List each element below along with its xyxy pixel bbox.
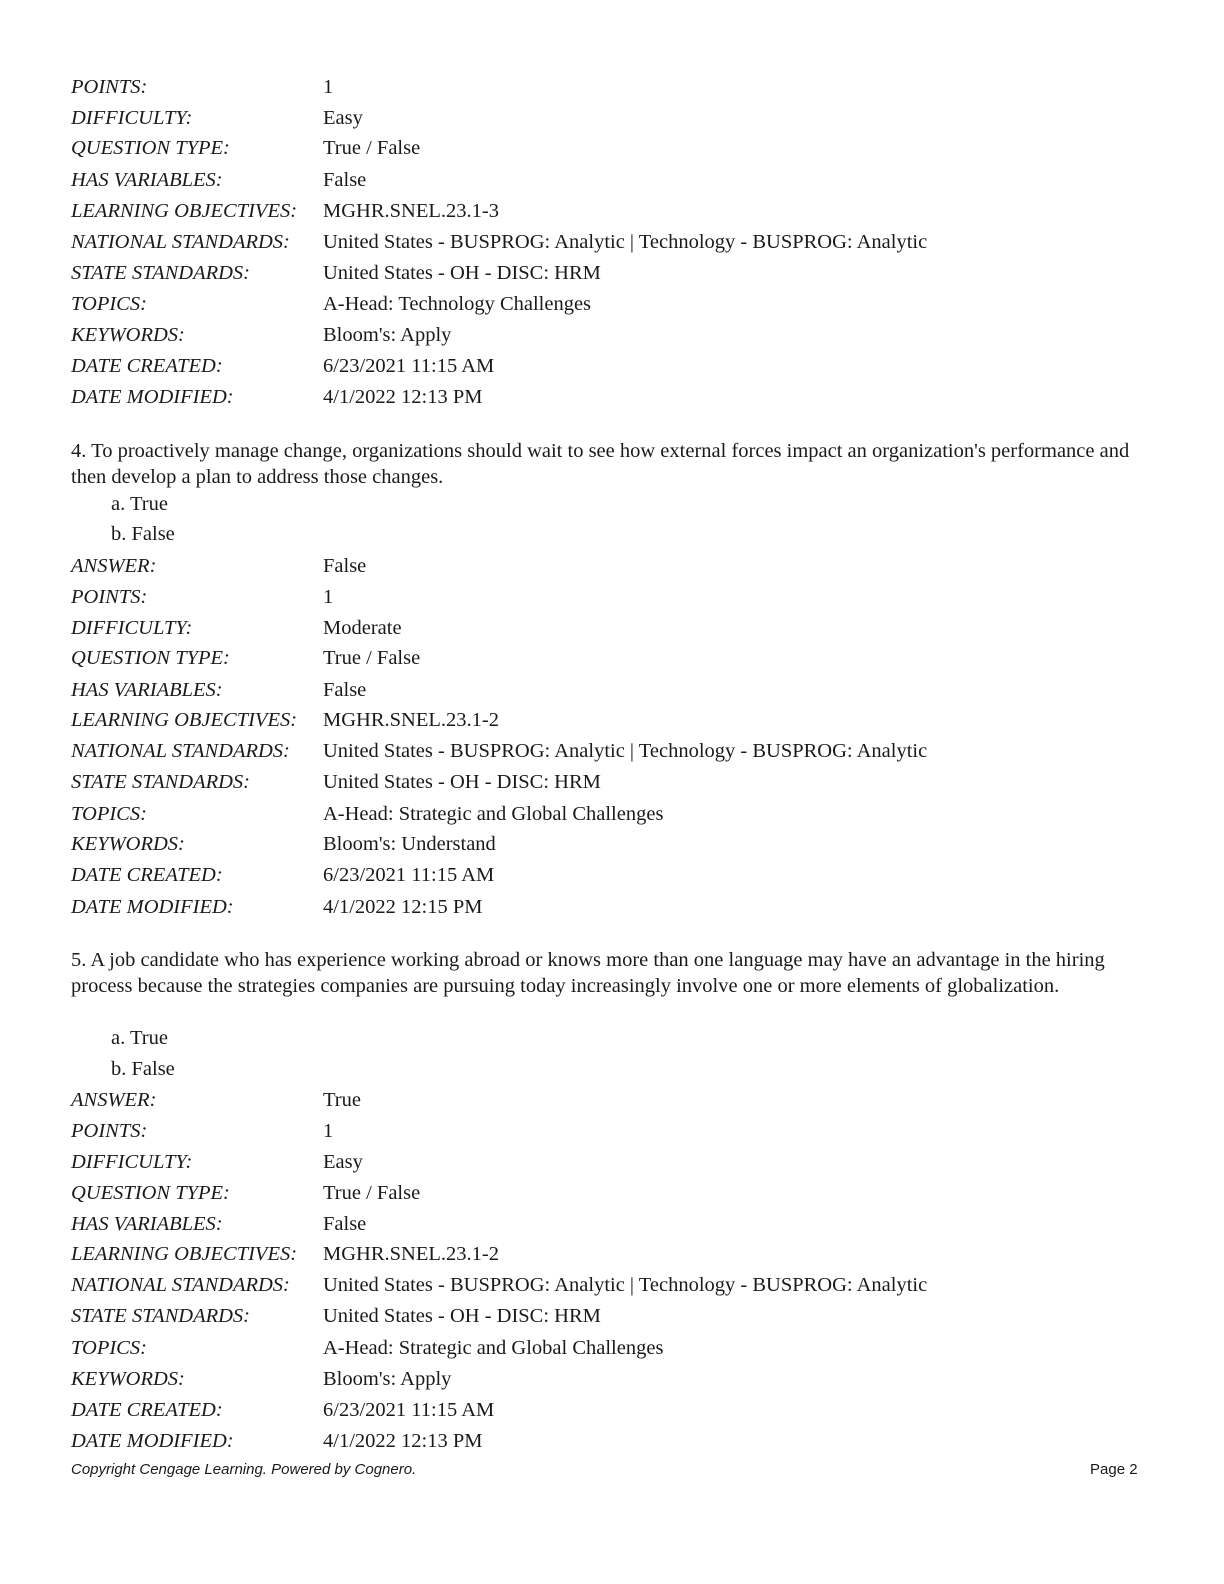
- meta-value: United States - BUSPROG: Analytic | Technology - BUSPROG: Analytic: [323, 740, 928, 762]
- meta-value: 6/23/2021 11:15 AM: [323, 864, 495, 886]
- meta-label: DATE CREATED:: [71, 1399, 223, 1421]
- meta-value: Bloom's: Understand: [323, 833, 496, 855]
- meta-label: POINTS:: [71, 1120, 148, 1142]
- meta-label: LEARNING OBJECTIVES:: [71, 1243, 298, 1265]
- meta-value: True: [323, 1089, 361, 1111]
- answer-option-b: b. False: [111, 523, 175, 545]
- meta-value: 1: [323, 1120, 334, 1142]
- meta-value: United States - BUSPROG: Analytic | Technology - BUSPROG: Analytic: [323, 231, 928, 253]
- meta-label: LEARNING OBJECTIVES:: [71, 709, 298, 731]
- meta-value: MGHR.SNEL.23.1-3: [323, 200, 499, 222]
- meta-label: HAS VARIABLES:: [71, 169, 223, 191]
- meta-label: QUESTION TYPE:: [71, 647, 230, 669]
- meta-value: True / False: [323, 137, 421, 159]
- meta-label: ANSWER:: [71, 1089, 157, 1111]
- meta-label: NATIONAL STANDARDS:: [71, 1274, 290, 1296]
- meta-label: STATE STANDARDS:: [71, 262, 250, 284]
- meta-label: DATE MODIFIED:: [71, 896, 234, 918]
- meta-label: KEYWORDS:: [71, 324, 185, 346]
- meta-value: MGHR.SNEL.23.1-2: [323, 1243, 499, 1265]
- meta-value: 4/1/2022 12:15 PM: [323, 896, 483, 918]
- question-text: 4. To proactively manage change, organizations should wait to see how external forces impact an organization's performance and then develop a plan to address those changes.: [71, 440, 1130, 488]
- meta-label: DIFFICULTY:: [71, 1151, 193, 1173]
- meta-label: POINTS:: [71, 586, 148, 608]
- meta-value: Easy: [323, 1151, 363, 1173]
- meta-value: False: [323, 555, 367, 577]
- meta-value: MGHR.SNEL.23.1-2: [323, 709, 499, 731]
- meta-value: United States - OH - DISC: HRM: [323, 1305, 601, 1327]
- answer-option-a: a. True: [111, 1027, 168, 1049]
- meta-value: Easy: [323, 107, 363, 129]
- meta-value: True / False: [323, 647, 421, 669]
- meta-label: DATE CREATED:: [71, 864, 223, 886]
- meta-label: POINTS:: [71, 76, 148, 98]
- meta-value: False: [323, 1213, 367, 1235]
- meta-value: A-Head: Technology Challenges: [323, 293, 592, 315]
- meta-label: NATIONAL STANDARDS:: [71, 740, 290, 762]
- meta-value: False: [323, 169, 367, 191]
- meta-value: United States - OH - DISC: HRM: [323, 262, 601, 284]
- meta-label: NATIONAL STANDARDS:: [71, 231, 290, 253]
- meta-value: 1: [323, 586, 334, 608]
- meta-label: KEYWORDS:: [71, 1368, 185, 1390]
- meta-value: Moderate: [323, 617, 402, 639]
- footer-copyright: Copyright Cengage Learning. Powered by Cognero.: [71, 1461, 417, 1478]
- meta-label: QUESTION TYPE:: [71, 137, 230, 159]
- meta-label: DATE MODIFIED:: [71, 386, 234, 408]
- meta-label: STATE STANDARDS:: [71, 1305, 250, 1327]
- meta-value: 1: [323, 76, 334, 98]
- meta-value: Bloom's: Apply: [323, 1368, 452, 1390]
- meta-label: HAS VARIABLES:: [71, 1213, 223, 1235]
- meta-label: DIFFICULTY:: [71, 107, 193, 129]
- meta-value: 4/1/2022 12:13 PM: [323, 386, 483, 408]
- meta-value: 4/1/2022 12:13 PM: [323, 1430, 483, 1452]
- meta-label: QUESTION TYPE:: [71, 1182, 230, 1204]
- meta-label: STATE STANDARDS:: [71, 771, 250, 793]
- meta-value: 6/23/2021 11:15 AM: [323, 1399, 495, 1421]
- meta-value: False: [323, 679, 367, 701]
- meta-label: TOPICS:: [71, 293, 147, 315]
- meta-label: KEYWORDS:: [71, 833, 185, 855]
- meta-value: United States - BUSPROG: Analytic | Technology - BUSPROG: Analytic: [323, 1274, 928, 1296]
- meta-value: Bloom's: Apply: [323, 324, 452, 346]
- meta-label: LEARNING OBJECTIVES:: [71, 200, 298, 222]
- meta-label: HAS VARIABLES:: [71, 679, 223, 701]
- meta-value: 6/23/2021 11:15 AM: [323, 355, 495, 377]
- meta-label: DATE CREATED:: [71, 355, 223, 377]
- meta-label: DIFFICULTY:: [71, 617, 193, 639]
- meta-value: A-Head: Strategic and Global Challenges: [323, 803, 664, 825]
- answer-option-a: a. True: [111, 493, 168, 515]
- meta-label: DATE MODIFIED:: [71, 1430, 234, 1452]
- question-text: 5. A job candidate who has experience working abroad or knows more than one language may have an advantage in the hiring process because the strategies companies are pursuing today increasingly involve one or more elements of globalization.: [71, 949, 1105, 997]
- answer-option-b: b. False: [111, 1058, 175, 1080]
- meta-value: United States - OH - DISC: HRM: [323, 771, 601, 793]
- meta-label: ANSWER:: [71, 555, 157, 577]
- footer-page-number: Page 2: [1090, 1461, 1138, 1478]
- meta-value: A-Head: Strategic and Global Challenges: [323, 1337, 664, 1359]
- meta-value: True / False: [323, 1182, 421, 1204]
- meta-label: TOPICS:: [71, 803, 147, 825]
- meta-label: TOPICS:: [71, 1337, 147, 1359]
